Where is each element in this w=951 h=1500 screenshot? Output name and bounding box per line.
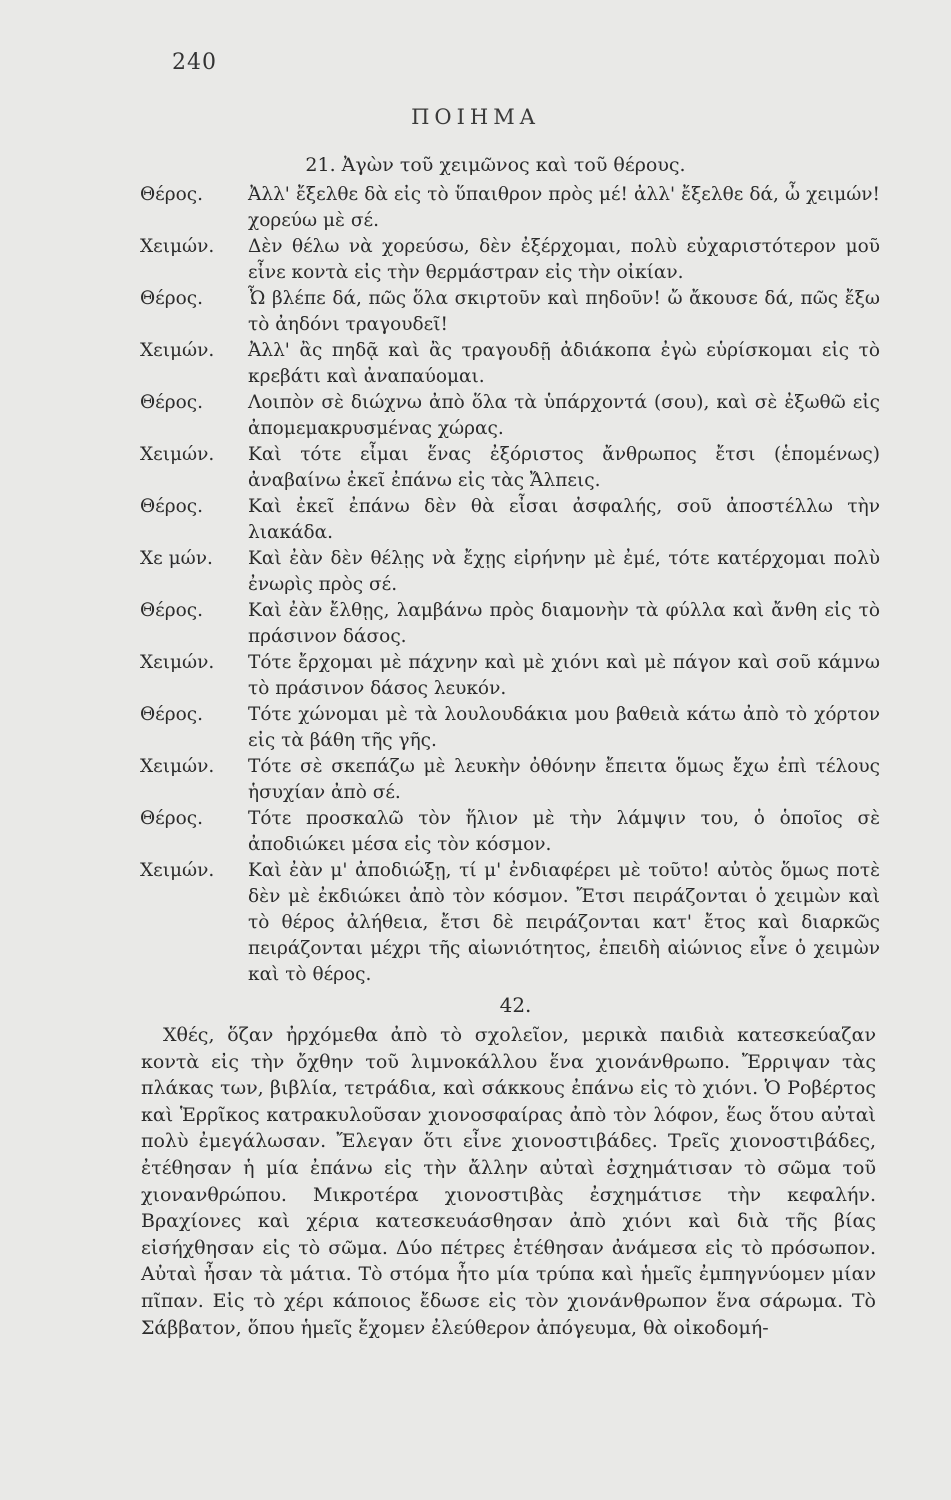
speaker-label: Θέρος. xyxy=(140,392,204,413)
speaker-label: Χειμών. xyxy=(140,340,215,361)
dialogue-row xyxy=(140,442,880,494)
dialogue-row xyxy=(140,234,880,286)
dialogue-row xyxy=(140,754,880,806)
speaker-label: Θέρος. xyxy=(140,496,204,517)
page-number: 240 xyxy=(172,50,217,75)
dialogue-text: Ἀλλ' ἔξελθε δὰ εἰς τὸ ὕπαιθρον πρὸς μέ! ἀλλ' ἔξελθε δά, ὦ χειμών! χορεύω μὲ σέ. xyxy=(248,184,880,231)
dialogue-row xyxy=(140,806,880,858)
dialogue-text: Δὲν θέλω νὰ χορεύσω, δὲν ἐξέρχομαι, πολὺ εὐχαριστότερον μοῦ εἶνε κοντὰ εἰς τὴν θερμάστραν εἰς τὴν οἰκίαν. xyxy=(248,236,880,283)
dialogue-row xyxy=(140,494,880,546)
speaker-label: Θέρος. xyxy=(140,184,204,205)
speaker-label: Χειμών. xyxy=(140,756,215,777)
dialogue-text: Τότε προσκαλῶ τὸν ἥλιον μὲ τὴν λάμψιν του, ὁ ὁποῖος σὲ ἀποδιώκει μέσα εἰς τὸν κόσμον. xyxy=(248,808,880,855)
poem-title: 21. Ἀγὼν τοῦ χειμῶνος καὶ τοῦ θέρους. xyxy=(305,154,686,176)
dialogue-text: Καὶ ἐὰν μ' ἀποδιώξῃ, τί μ' ἐνδιαφέρει μὲ τοῦτο! αὐτὸς ὅμως ποτὲ δὲν μὲ ἐκδιώκει ἀπὸ τὸν κόσμον. Ἔτσι πειράζονται ὁ χειμὼν καὶ τὸ θέρος ἀλήθεια, ἔτσι δὲ πειράζονται κατ' ἔτος καὶ διαρκῶς πειράζονται μέχρι τῆς αἰωνιότητος, ἐπειδὴ αἰώνιος εἶνε ὁ χειμὼν καὶ τὸ θέρος. xyxy=(248,860,880,985)
dialogue-text: Τότε ἔρχομαι μὲ πάχνην καὶ μὲ χιόνι καὶ μὲ πάγον καὶ σοῦ κάμνω τὸ πράσινον δάσος λευκόν. xyxy=(248,652,880,699)
dialogue-text: Ὦ βλέπε δά, πῶς ὅλα σκιρτοῦν καὶ πηδοῦν! ὤ ἄκουσε δά, πῶς ἔξω τὸ ἀηδόνι τραγουδεῖ! xyxy=(248,288,880,335)
speaker-label: Χειμών. xyxy=(140,652,215,673)
dialogue-row xyxy=(140,858,880,988)
poem-dialogue xyxy=(140,182,880,988)
speaker-label: Θέρος. xyxy=(140,808,204,829)
dialogue-row xyxy=(140,286,880,338)
dialogue-row xyxy=(140,546,880,598)
dialogue-row xyxy=(140,390,880,442)
dialogue-text: Καὶ ἐὰν ἔλθῃς, λαμβάνω πρὸς διαμονὴν τὰ φύλλα καὶ ἄνθη εἰς τὸ πράσινον δάσος. xyxy=(248,600,880,647)
speaker-label: Χειμών. xyxy=(140,860,215,881)
dialogue-row xyxy=(140,702,880,754)
dialogue-row xyxy=(140,598,880,650)
dialogue-text: Τότε χώνομαι μὲ τὰ λουλουδάκια μου βαθειὰ κάτω ἀπὸ τὸ χόρτον εἰς τὰ βάθη τῆς γῆς. xyxy=(248,704,880,751)
speaker-label: Θέρος. xyxy=(140,600,204,621)
speaker-label: Θέρος. xyxy=(140,288,204,309)
dialogue-row xyxy=(140,182,880,234)
dialogue-text: Καὶ ἐκεῖ ἐπάνω δὲν θὰ εἶσαι ἀσφαλής, σοῦ ἀποστέλλω τὴν λιακάδα. xyxy=(248,496,880,543)
dialogue-text: Ἀλλ' ἂς πηδᾷ καὶ ἂς τραγουδῇ ἀδιάκοπα ἐγὼ εὑρίσκομαι εἰς τὸ κρεβάτι καὶ ἀναπαύομαι. xyxy=(248,340,880,387)
speaker-label: Χε μών. xyxy=(140,548,213,569)
dialogue-text: Λοιπὸν σὲ διώχνω ἀπὸ ὅλα τὰ ὑπάρχοντά (σου), καὶ σὲ ἐξωθῶ εἰς ἀπομεμακρυσμένας χώρας. xyxy=(248,392,880,439)
section-number: 42. xyxy=(499,993,532,1017)
speaker-label: Θέρος. xyxy=(140,704,204,725)
speaker-label: Χειμών. xyxy=(140,444,215,465)
dialogue-text: Καὶ ἐὰν δὲν θέλῃς νὰ ἔχῃς εἰρήνην μὲ ἐμέ, τότε κατέρχομαι πολὺ ἐνωρὶς πρὸς σέ. xyxy=(248,548,880,595)
dialogue-text: Καὶ τότε εἶμαι ἕνας ἐξόριστος ἄνθρωπος ἔτσι (ἑπομένως) ἀναβαίνω ἐκεῖ ἐπάνω εἰς τὰς Ἄλπεις. xyxy=(248,444,880,491)
prose-paragraph: Χθές, ὅζαν ἠρχόμεθα ἀπὸ τὸ σχολεῖον, μερικὰ παιδιὰ κατεσκεύαζαν κοντὰ εἰς τὴν ὄχθην τοῦ λιμνοκάλλου ἕνα χιονάνθρωπο. Ἔρριψαν τὰς πλάκας των, βιβλία, τετράδια, καὶ σάκκους ἐπάνω εἰς τὸ χιόνι. Ὁ Ροβέρτος καὶ Ἑρρῖκος κατρακυλοῦσαν χιονοσφαίρας ἀπὸ τὸν λόφον, ἕως ὅτου αὐταὶ πολὺ ἐμεγάλωσαν. Ἔλεγαν ὅτι εἶνε χιονοστιβάδες. Τρεῖς χιονοστιβάδες, ἐτέθησαν ἡ μία ἐπάνω εἰς τὴν ἄλλην αὐταὶ ἐσχημάτισαν τὸ σῶμα τοῦ χιονανθρώπου. Μικροτέρα χιονοστιβὰς ἐσχημάτισε τὴν κεφαλήν. Βραχίονες καὶ χέρια κατεσκευάσθησαν ἀπὸ χιόνι καὶ διὰ τῆς βίας εἰσήχθησαν εἰς τὸ σῶμα. Δύο πέτρες ἐτέθησαν ἀνάμεσα εἰς τὸ πρόσωπον. Αὐταὶ ἦσαν τὰ μάτια. Τὸ στόμα ἦτο μία τρύπα καὶ ἡμεῖς ἐμπηγνύομεν μίαν πῖπαν. Εἰς τὸ χέρι κάποιος ἔδωσε εἰς τὸν χιονάνθρωπον ἕνα σάρωμα. Τὸ Σάββατον, ὅπου ἡμεῖς ἔχομεν ἐλεύθερον ἀπόγευμα, θὰ οἰκοδομή- xyxy=(141,1024,876,1339)
dialogue-row xyxy=(140,338,880,390)
speaker-label: Χειμών. xyxy=(140,236,215,257)
dialogue-row xyxy=(140,650,880,702)
dialogue-text: Τότε σὲ σκεπάζω μὲ λευκὴν ὀθόνην ἔπειτα ὅμως ἔχω ἐπὶ τέλους ἡσυχίαν ἀπὸ σέ. xyxy=(248,756,880,803)
running-header: ΠΟΙΗΜΑ xyxy=(411,105,540,129)
